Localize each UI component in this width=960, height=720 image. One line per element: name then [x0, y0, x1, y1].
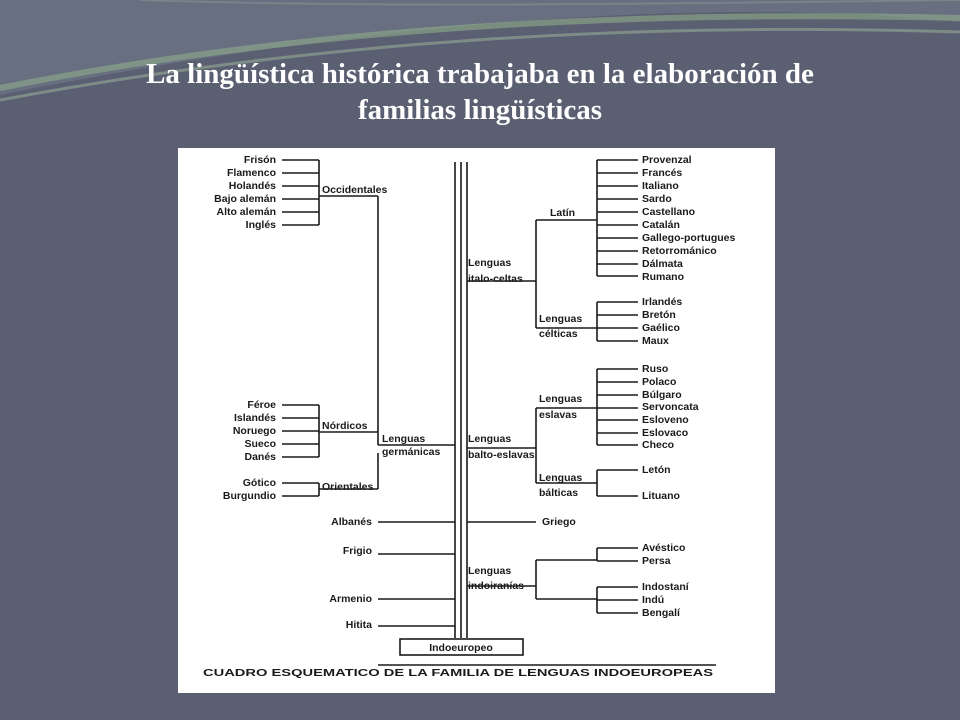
lang-persa: Persa	[642, 555, 671, 567]
lang-feroe: Féroe	[247, 399, 276, 411]
group-baltic-line1: Lenguas	[539, 472, 583, 484]
language-tree-figure	[178, 148, 775, 693]
lang-frigio: Frigio	[342, 545, 372, 557]
group-occidentales: Occidentales	[322, 184, 388, 196]
group-baltic-line2: bálticas	[539, 487, 579, 499]
lang-leton: Letón	[642, 464, 671, 476]
lang-bulgaro: Búlgaro	[642, 389, 682, 401]
lang-holandes: Holandés	[228, 180, 276, 192]
lang-retorromanico: Retorrománico	[642, 245, 717, 257]
lang-danes: Danés	[244, 451, 276, 463]
lang-hitita: Hitita	[345, 619, 372, 631]
title-line-1: La lingüística histórica trabajaba en la elaboración de	[146, 58, 814, 90]
lang-servoncata: Servoncata	[642, 401, 699, 413]
group-slavic-line2: eslavas	[539, 409, 577, 421]
lang-avestico: Avéstico	[642, 542, 686, 554]
group-latin: Latín	[550, 207, 576, 219]
root-indoeuropeo: Indoeuropeo	[429, 642, 493, 654]
diagram-caption: CUADRO ESQUEMATICO DE LA FAMILIA DE LENGUAS INDOEUROPEAS	[203, 668, 714, 679]
lang-alto-aleman: Alto alemán	[216, 206, 276, 218]
lang-breton: Bretón	[642, 309, 676, 321]
lang-ruso: Ruso	[642, 363, 669, 375]
lang-ingles: Inglés	[245, 219, 276, 231]
lang-gallego-portugues: Gallego-portugues	[642, 232, 736, 244]
lang-frison: Frisón	[243, 154, 276, 166]
group-celtic-line2: célticas	[539, 328, 578, 340]
lang-esloveno: Esloveno	[642, 414, 689, 426]
lang-provenzal: Provenzal	[642, 154, 692, 166]
lang-rumano: Rumano	[642, 271, 684, 283]
group-celtic-line1: Lenguas	[539, 313, 583, 325]
group-balto-slavic-line2: balto-eslavas	[468, 449, 535, 461]
lang-maux: Maux	[642, 335, 669, 347]
language-tree-diagram	[178, 148, 775, 693]
lang-burgundio: Burgundio	[222, 490, 276, 502]
lang-castellano: Castellano	[642, 206, 696, 218]
lang-eslovaco: Eslovaco	[642, 427, 689, 439]
lang-sardo: Sardo	[642, 193, 672, 205]
lang-bajo-aleman: Bajo alemán	[214, 193, 276, 205]
lang-gotico: Gótico	[242, 477, 276, 489]
slide-title	[0, 56, 960, 128]
lang-dalmata: Dálmata	[642, 258, 683, 270]
lang-catalan: Catalán	[642, 219, 680, 231]
lang-sueco: Sueco	[244, 438, 276, 450]
lang-frances: Francés	[642, 167, 683, 179]
lang-gaelico: Gaélico	[642, 322, 680, 334]
title-line-2: familias lingüísticas	[357, 94, 603, 126]
lang-indu: Indú	[642, 594, 665, 606]
group-indo-iranian-line2: indoiranías	[468, 580, 525, 592]
group-balto-slavic-line1: Lenguas	[468, 433, 512, 445]
lang-indostani: Indostaní	[642, 581, 689, 593]
group-germanic-line2: germánicas	[382, 446, 441, 458]
group-italo-celtic-line1: Lenguas	[468, 257, 512, 269]
lang-armenio: Armenio	[329, 593, 372, 605]
lang-italiano: Italiano	[642, 180, 679, 192]
lang-griego: Griego	[542, 516, 576, 528]
lang-flamenco: Flamenco	[226, 167, 276, 179]
group-nordicos: Nórdicos	[322, 420, 368, 432]
lang-polaco: Polaco	[642, 376, 677, 388]
group-italo-celtic-line2: italo-celtas	[468, 273, 523, 285]
lang-islandes: Islandés	[233, 412, 276, 424]
lang-lituano: Lituano	[642, 490, 680, 502]
group-slavic-line1: Lenguas	[539, 393, 583, 405]
lang-albanes: Albanés	[331, 516, 372, 528]
lang-bengali: Bengalí	[642, 607, 680, 619]
group-indo-iranian-line1: Lenguas	[468, 565, 512, 577]
group-germanic-line1: Lenguas	[382, 433, 426, 445]
lang-checo: Checo	[642, 439, 675, 451]
lang-noruego: Noruego	[232, 425, 276, 437]
lang-irlandes: Irlandés	[642, 296, 683, 308]
group-orientales: Orientales	[322, 481, 374, 493]
